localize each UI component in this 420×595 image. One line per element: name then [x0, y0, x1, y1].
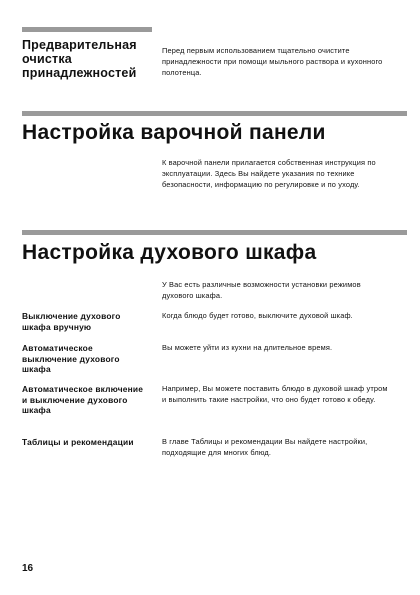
oven-item-text: Когда блюдо будет готово, выключите духовой шкаф.	[162, 311, 353, 320]
cooktop-text: К варочной панели прилагается собственная инструкция по эксплуатации. Здесь Вы найдете указания по технике безопасности, информацию по регулировке и по уходу.	[162, 158, 376, 189]
oven-heading: Настройка духового шкафа	[22, 241, 317, 264]
page-number: 16	[22, 563, 34, 574]
oven-item-label: Выключение духового шкафа вручную	[22, 311, 121, 332]
oven-item-text: Например, Вы можете поставить блюдо в духовой шкаф утром и выполнить такие настройки, что оно будет готово к обеду.	[162, 384, 388, 404]
prep-heading: Предварительная очистка принадлежностей	[22, 38, 137, 80]
oven-item-label: Таблицы и рекомендации	[22, 437, 134, 447]
oven-item-label: Автоматическое включение и выключение духового шкафа	[22, 384, 144, 415]
section-divider	[22, 230, 407, 235]
oven-item-text: В главе Таблицы и рекомендации Вы найдете настройки, подходящие для многих блюд.	[162, 437, 368, 457]
oven-intro-text: У Вас есть различные возможности установки режимов духового шкафа.	[162, 280, 361, 300]
cooktop-heading: Настройка варочной панели	[22, 121, 326, 144]
prep-text: Перед первым использованием тщательно очистите принадлежности при помощи мыльного раствора и кухонного полотенца.	[162, 46, 383, 77]
section-divider	[22, 27, 152, 32]
oven-item-label: Автоматическое выключение духового шкафа	[22, 343, 120, 374]
oven-item-text: Вы можете уйти из кухни на длительное время.	[162, 343, 333, 352]
section-divider	[22, 111, 407, 116]
